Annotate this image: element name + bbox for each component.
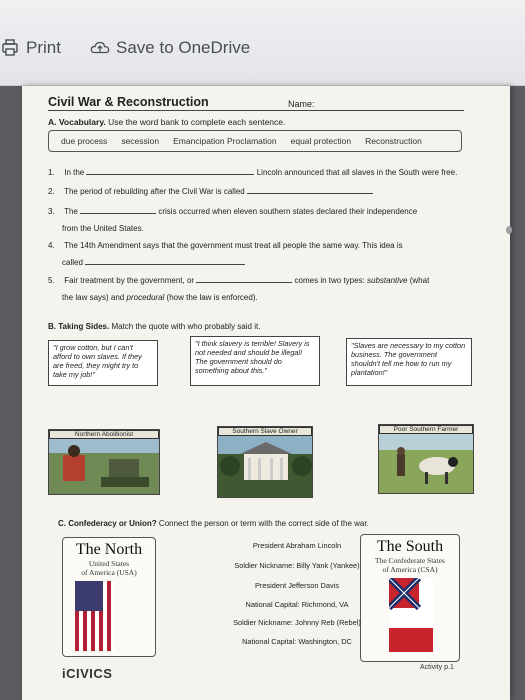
question-4: 4. The 14th Amendment says that the government must treat all people the same way. This idea is [48,241,403,250]
activity-page-label: Activity p.1 [420,664,454,671]
term-item[interactable]: Soldier Nickname: Billy Yank (Yankee) [234,561,360,570]
word-bank-item: secession [121,136,160,146]
print-button[interactable] [0,38,61,58]
term-item[interactable]: President Abraham Lincoln [252,541,342,550]
usa-flag-icon [75,581,115,651]
worksheet-title: Civil War & Reconstruction [48,95,209,109]
section-b-instruction: Match the quote with who probably said it. [111,322,261,331]
word-bank-item: Emancipation Proclamation [173,136,277,146]
title-underline [48,110,464,111]
question-3-continued: from the United States. [62,224,144,233]
answer-blank[interactable] [85,257,245,265]
word-bank-item: Reconstruction [365,136,422,146]
answer-blank[interactable] [196,275,292,283]
term-item[interactable]: Soldier Nickname: Johnny Reb (Rebel) [233,618,361,627]
section-a-title: A. Vocabulary. [48,117,106,127]
farmer-illustration [379,434,474,494]
background-mark [506,226,512,234]
print-label: Print [26,38,61,57]
word-bank [48,130,462,152]
north-subtitle-1: United States [88,559,130,568]
save-to-onedrive-button[interactable] [90,38,250,58]
poor-farmer-picture [378,424,474,494]
section-a-instruction: Use the word bank to complete each sentence. [108,117,286,127]
quote-card: "I grow cotton, but I can't afford to own slaves. If they are freed, they might try to take my job!" [48,340,158,386]
label-southern-slave-owner: Southern Slave Owner [218,427,312,436]
label-northern-abolitionist: Northern Abolitionist [49,430,159,439]
label-poor-southern-farmer: Poor Southern Farmer [379,425,473,434]
quote-card: "I think slavery is terrible! Slavery is not needed and should be illegal! The government should do something about this." [190,336,320,386]
word-bank-item: due process [61,136,108,146]
word-bank-item: equal protection [290,136,352,146]
section-c-title: C. Confederacy or Union? [58,519,157,528]
north-subtitle-2: of America (USA) [81,568,137,577]
question-2: 2. The period of rebuilding after the Civil War is called [48,186,478,197]
question-1: 1. In the Lincoln announced that all slaves in the South were free. [48,168,458,177]
section-b-heading [48,322,260,331]
confederate-flag-icon [389,578,433,652]
south-subtitle-1: The Confederate States [375,556,445,565]
question-5: 5. Fair treatment by the government, or comes in two types: substantive (what [48,276,430,285]
term-item[interactable]: National Capital: Washington, DC [242,637,352,646]
answer-blank[interactable] [80,206,156,214]
abolitionist-picture [48,429,160,495]
viewer-toolbar [0,0,525,86]
answer-blank[interactable] [247,186,373,194]
north-title: The North [75,541,143,558]
name-label: Name: [288,99,315,109]
printer-icon [0,38,20,58]
term-item[interactable]: National Capital: Richmond, VA [245,600,349,609]
cloud-upload-icon [90,38,110,58]
slave-owner-picture [217,426,313,498]
section-a-heading [48,117,285,127]
plantation-illustration [218,436,313,498]
quote-card: "Slaves are necessary to my cotton business. The government shouldn't tell me how to run my plantation!" [346,338,472,386]
question-5-continued: the law says) and procedural (how the law is enforced). [62,293,258,302]
south-title: The South [376,538,444,555]
abolitionist-illustration [49,439,160,495]
section-c-instruction: Connect the person or term with the correct side of the war. [158,519,369,528]
icivics-logo: iCIVICS [62,666,113,681]
section-b-title: B. Taking Sides. [48,322,110,331]
onedrive-label: Save to OneDrive [116,38,251,57]
section-c-heading [58,519,369,528]
south-subtitle-2: of America (CSA) [382,565,438,574]
question-4-continued: called [62,257,362,268]
worksheet-page [22,86,510,700]
answer-blank[interactable] [86,167,254,175]
term-item[interactable]: President Jefferson Davis [254,581,340,590]
north-card [62,537,156,657]
question-3: 3. The crisis occurred when eleven southern states declared their independence [48,207,418,216]
